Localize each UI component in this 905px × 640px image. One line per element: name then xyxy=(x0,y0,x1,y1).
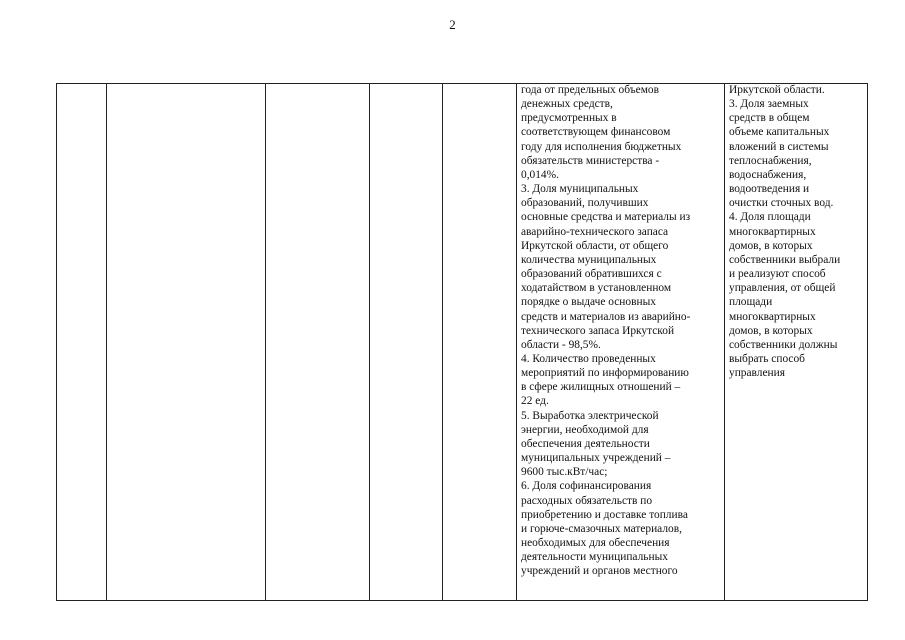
text-line: средств и материалов из аварийно- xyxy=(521,310,691,323)
text-line: выбрать способ xyxy=(729,352,805,365)
column-divider-5 xyxy=(442,83,443,601)
text-line: соответствующем финансовом xyxy=(521,126,671,139)
text-line: 0,014%. xyxy=(521,168,559,181)
text-line: 4. Количество проведенных xyxy=(521,352,656,365)
text-line: и горюче-смазочных материалов, xyxy=(521,522,682,535)
text-line: управления xyxy=(729,367,785,380)
text-line: образований, получивших xyxy=(521,197,649,210)
text-line: 3. Доля муниципальных xyxy=(521,183,639,196)
data-table xyxy=(56,83,867,601)
text-line: 3. Доля заемных xyxy=(729,98,809,111)
text-line: деятельности муниципальных xyxy=(521,551,668,564)
text-line: Иркутской области, от общего xyxy=(521,239,669,252)
page-number: 2 xyxy=(449,17,456,32)
text-line: обязательств министерства - xyxy=(521,154,660,167)
text-line: вложений в системы xyxy=(729,140,829,153)
text-line: 4. Доля площади xyxy=(729,211,811,224)
text-line: очистки сточных вод. xyxy=(729,197,834,210)
text-line: предусмотренных в xyxy=(521,112,617,125)
column-divider-2 xyxy=(106,83,107,601)
text-line: и реализуют способ xyxy=(729,268,826,281)
text-line: учреждений и органов местного xyxy=(521,565,678,578)
text-line: года от предельных объемов xyxy=(521,84,659,96)
text-line: муниципальных учреждений – xyxy=(521,452,671,465)
text-line: области - 98,5%. xyxy=(521,338,601,351)
text-line: технического запаса Иркутской xyxy=(521,324,675,337)
text-line: Иркутской области. xyxy=(729,84,825,96)
text-line: денежных средств, xyxy=(521,98,613,111)
text-line: ходатайством в установленном xyxy=(521,282,672,295)
column-divider-3 xyxy=(265,83,266,601)
text-line: управления, от общей xyxy=(729,282,836,295)
text-line: 9600 тыс.кВт/час; xyxy=(521,466,608,479)
text-line: площади xyxy=(729,296,773,309)
text-line: 5. Выработка электрической xyxy=(521,409,659,422)
text-line: собственники выбрали xyxy=(729,253,841,266)
text-line: количества муниципальных xyxy=(521,253,657,266)
text-line: 22 ед. xyxy=(521,395,549,408)
text-line: средств в общем xyxy=(729,112,810,125)
text-line: 6. Доля софинансирования xyxy=(521,480,652,493)
column-divider-6 xyxy=(516,83,517,601)
text-line: основные средства и материалы из xyxy=(521,211,691,224)
text-line: энергии, необходимой для xyxy=(521,423,649,436)
target-indicators-cell xyxy=(521,83,690,578)
text-line: году для исполнения бюджетных xyxy=(521,140,682,153)
text-line: водоотведения и xyxy=(729,183,810,196)
text-line: в сфере жилищных отношений – xyxy=(521,381,681,394)
text-line: приобретению и доставке топлива xyxy=(521,508,688,521)
column-divider-4 xyxy=(369,83,370,601)
column-divider-1 xyxy=(56,83,57,601)
indicators-cell xyxy=(729,83,840,380)
text-line: домов, в которых xyxy=(729,324,813,337)
text-line: теплоснабжения, xyxy=(729,154,812,167)
text-line: объеме капитальных xyxy=(729,126,830,139)
text-line: многоквартирных xyxy=(729,225,816,238)
text-line: домов, в которых xyxy=(729,239,813,252)
text-line: собственники должны xyxy=(729,338,838,351)
text-line: порядке о выдаче основных xyxy=(521,296,656,309)
text-line: мероприятий по информированию xyxy=(521,367,689,380)
text-line: необходимых для обеспечения xyxy=(521,537,670,549)
text-line: аварийно-технического запаса xyxy=(521,225,669,238)
text-line: обеспечения деятельности xyxy=(521,437,650,450)
text-line: образований обратившихся с xyxy=(521,268,662,281)
text-line: расходных обязательств по xyxy=(521,494,653,507)
text-line: водоснабжения, xyxy=(729,168,807,181)
text-line: многоквартирных xyxy=(729,310,816,323)
